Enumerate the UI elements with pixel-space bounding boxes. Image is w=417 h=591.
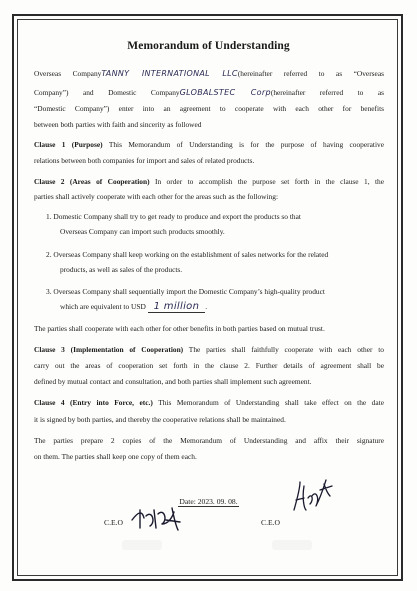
clause1-text: This Memorandum of Understanding is for the purpose of having cooperative [102, 140, 384, 149]
clause3-line-1 [34, 346, 384, 353]
clause3-line-3: defined by mutual contact and consultation, and both parties shall implement such agreement. [34, 377, 312, 386]
clause2-item1-line-1: 1. Domestic Company shall try to get ready to produce and export the products so that [46, 212, 301, 221]
clause1-heading: Clause 1 (Purpose) [34, 140, 103, 149]
clause3-heading: Clause 3 (Implementation of Cooperation) [34, 345, 184, 354]
usd-amount-handwritten: 1 million [148, 301, 206, 313]
clause2-heading: Clause 2 (Areas of Cooperation) [34, 177, 150, 186]
signing-date [0, 497, 417, 506]
document-title: Memorandum of Understanding [127, 40, 290, 52]
signature-left [128, 504, 188, 532]
clause4-line-1 [34, 399, 384, 406]
clause1-line-2: relations between both companies for import and sales of related products. [34, 156, 255, 165]
intro-text: (hereinafter referred to as [270, 88, 384, 97]
overseas-company-handwritten: TANNY INTERNATIONAL LLC [101, 69, 238, 78]
final-line-1: The parties prepare 2 copies of the Memorandum of Understanding and affix their signature [34, 436, 384, 445]
clause4-heading: Clause 4 (Entry into Force, etc.) [34, 398, 153, 407]
clause2-closing: The parties shall cooperate with each other for other benefits in both parties based on mutual trust. [34, 324, 325, 333]
faint-stamp-right [272, 540, 312, 550]
clause2-line-2: parties shall actively cooperate with each other for the areas such as the following: [34, 192, 279, 201]
final-line-2: on them. The parties shall keep one copy of them each. [34, 452, 197, 461]
clause2-item3-line-1: 3. Overseas Company shall sequentially import the Domestic Company’s high-quality product [46, 287, 325, 296]
clause4-line-2: it is signed by both parties, and thereby the cooperative relations shall be maintained. [34, 415, 286, 424]
page-border-inner [17, 19, 398, 576]
clause2-text: In order to accomplish the purpose set forth in the clause 1, the [149, 177, 384, 186]
item3-text: which are equivalent to USD [60, 302, 146, 311]
clause4-text: This Memorandum of Understanding shall take effect on the date [152, 398, 384, 407]
ceo-label-right: C.E.O [261, 518, 280, 527]
clause2-item3-line-2 [60, 302, 384, 312]
ceo-label-left: C.E.O [104, 518, 123, 527]
clause2-line-1 [34, 178, 384, 185]
intro-text: Overseas Company [34, 69, 102, 78]
faint-stamp-left [122, 540, 162, 550]
clause1-line-1 [34, 141, 384, 148]
intro-text: Company”) and Domestic Company [34, 88, 180, 97]
signature-right [290, 476, 336, 516]
clause2-item2-line-1: 2. Overseas Company shall keep working on the establishment of sales networks for the related [46, 250, 329, 259]
clause3-text: The parties shall faithfully cooperate with each other to [183, 345, 384, 354]
intro-text: (hereinafter referred to as “Overseas [237, 69, 384, 78]
item3-period: . [205, 302, 208, 311]
signing-date-text: Date: 2023. 09. 08. [179, 497, 238, 506]
intro-line-4: between both parties with faith and sincerity as followed [34, 120, 202, 129]
clause2-item1-line-2: Overseas Company can import such products smoothly. [60, 227, 225, 236]
intro-line-2 [34, 89, 384, 97]
domestic-company-handwritten: GLOBALSTEC Corp [179, 88, 271, 97]
intro-line-3: “Domestic Company”) enter into an agreement to cooperate with each other for benefits [34, 104, 384, 113]
clause2-item2-line-2: products, as well as sales of the products. [60, 265, 183, 274]
intro-line-1 [34, 70, 384, 78]
clause3-line-2: carry out the areas of cooperation set forth in the clause 2. Further details of agreement shall be [34, 361, 384, 370]
